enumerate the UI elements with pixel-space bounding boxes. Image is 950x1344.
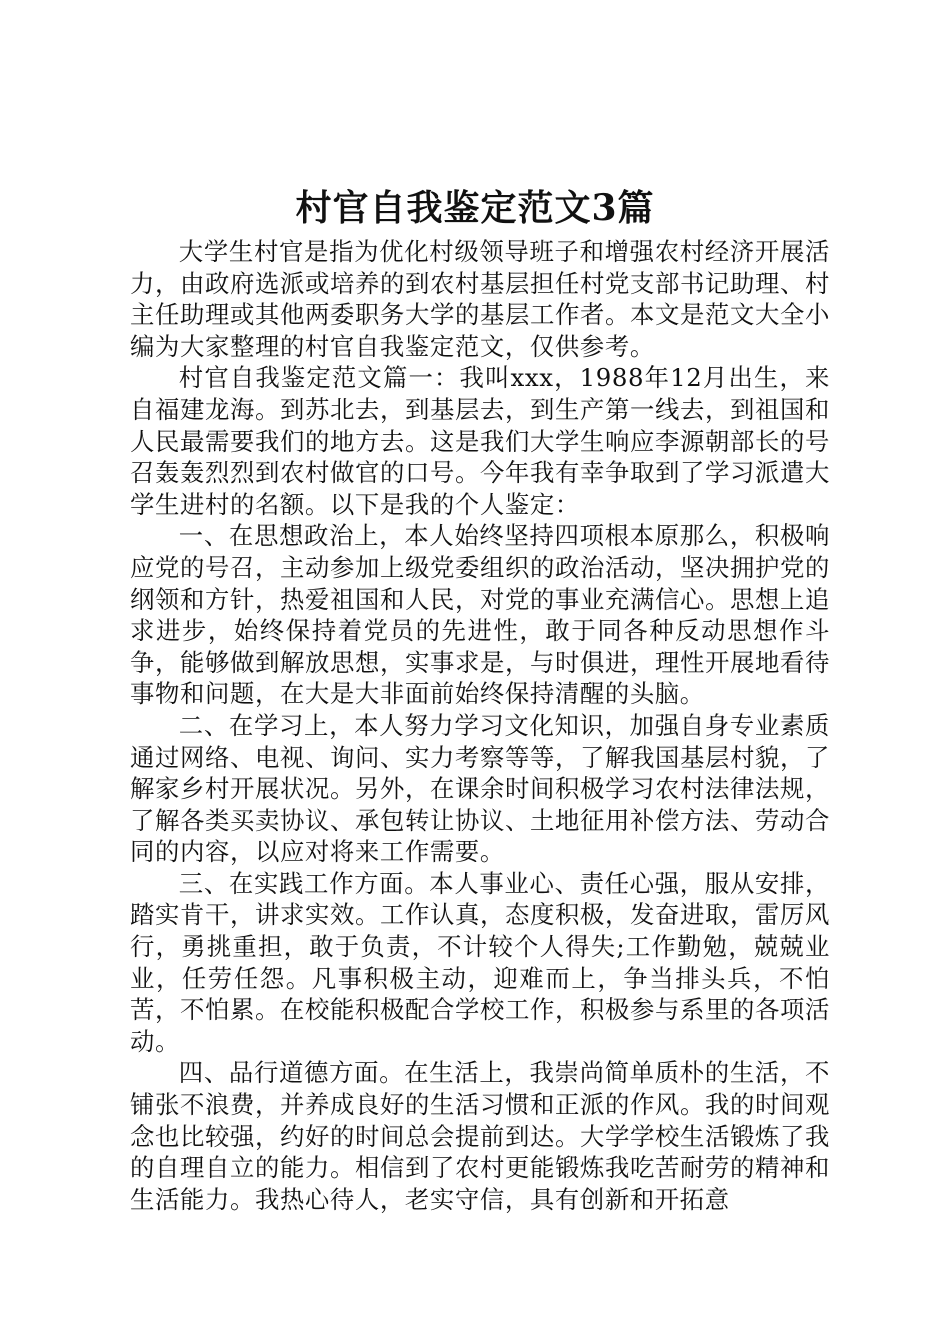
- document-body: [130, 236, 830, 1215]
- paragraph-intro: 大学生村官是指为优化村级领导班子和增强农村经济开展活力，由政府选派或培养的到农村基层担任村党支部书记助理、村主任助理或其他两委职务大学的基层工作者。本文是范文大全小编为大家整理的村官自我鉴定范文，仅供参考。: [130, 237, 830, 361]
- paragraph-political: 一、在思想政治上，本人始终坚持四项根本原那么，积极响应党的号召，主动参加上级党委组织的政治活动，坚决拥护党的纲领和方针，热爱祖国和人民，对党的事业充满信心。思想上追求进步，始终保持着党员的先进性，敢于同各种反动思想作斗争，能够做到解放思想，实事求是，与时俱进，理性开展地看待事物和问题，在大是大非面前始终保持清醒的头脑。: [130, 521, 830, 709]
- document-title: 村官自我鉴定范文3篇: [295, 187, 655, 229]
- paragraph-sample-one: 村官自我鉴定范文篇一：我叫xxx，1988年12月出生，来自福建龙海。到苏北去，到基层去，到生产第一线去，到祖国和人民最需要我们的地方去。这是我们大学生响应李源朝部长的号召轰轰烈烈到农村做官的口号。今年我有幸争取到了学习派遣大学生进村的名额。以下是我的个人鉴定：: [130, 363, 830, 519]
- paragraph-morality: 四、品行道德方面。在生活上，我崇尚简单质朴的生活，不铺张不浪费，并养成良好的生活习惯和正派的作风。我的时间观念也比较强，约好的时间总会提前到达。大学学校生活锻炼了我的自理自立的能力。相信到了农村更能锻炼我吃苦耐劳的精神和生活能力。我热心待人，老实守信，具有创新和开拓意: [130, 1058, 830, 1214]
- paragraph-study: 二、在学习上，本人努力学习文化知识，加强自身专业素质通过网络、电视、询问、实力考察等等，了解我国基层村貌，了解家乡村开展状况。另外，在课余时间积极学习农村法律法规，了解各类买卖协议、承包转让协议、土地征用补偿方法、劳动合同的内容，以应对将来工作需要。: [130, 710, 830, 867]
- paragraph-practice: 三、在实践工作方面。本人事业心、责任心强，服从安排，踏实肯干，讲求实效。工作认真，态度积极，发奋进取，雷厉风行，勇挑重担，敢于负责，不计较个人得失;工作勤勉，兢兢业业，任劳任怨。凡事积极主动，迎难而上，争当排头兵，不怕苦，不怕累。在校能积极配合学校工作，积极参与系里的各项活动。: [130, 868, 830, 1056]
